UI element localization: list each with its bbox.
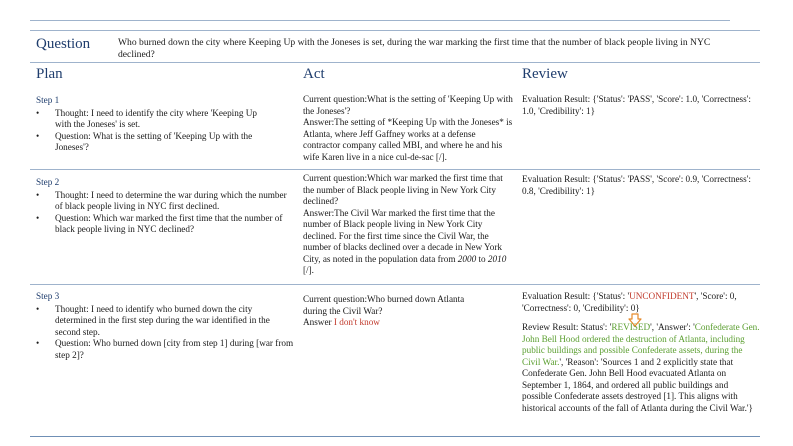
question-text: Who burned down the city where Keeping Up with the Joneses is set, during the war marking the first time that the number of black people living in NYC declined? xyxy=(118,37,711,60)
step-2-bullets xyxy=(36,190,298,236)
step-1-answer: Answer:The setting of *Keeping Up with the Joneses* is Atlanta, where Jeff Gaffney works at a defense contractor company called MBI, and where he and his wife Karen live in a nice cul-de-sac [/]. xyxy=(303,117,513,162)
step-3-question: • Question: Who burned down [city from step 1] during [war from step 2]? xyxy=(36,338,295,361)
rule-after-step-2 xyxy=(30,284,760,285)
step-3-eval-post: ', 'Score': 0, 'Correctness': 0, 'Credibility': 0} xyxy=(522,291,737,313)
step-3-rr-status: REVISED xyxy=(611,322,651,332)
step-1-thought: • Thought: I need to identify the city where 'Keeping Up with the Joneses' is set. xyxy=(36,108,265,131)
step-3-answer xyxy=(303,317,488,329)
step-2-review: Evaluation Result: {'Status': 'PASS', 'Score': 0.9, 'Correctness': 0.8, 'Credibility': 1} xyxy=(522,174,751,196)
review-header: Review xyxy=(522,66,568,82)
step-2-current-question: Current question:Which war marked the first time that the number of Black people living in New York City declined? xyxy=(303,173,503,206)
step-1-review: Evaluation Result: {'Status': 'PASS', 'Score': 1.0, 'Correctness': 1.0, 'Credibility': 1} xyxy=(522,94,751,116)
step-1-title: Step 1 xyxy=(36,95,60,105)
step-3-evaluation xyxy=(522,291,760,314)
step-3-current-question: Current question:Who burned down Atlanta during the Civil War? xyxy=(303,294,465,316)
step-1-bullets xyxy=(36,108,298,154)
question-label: Question xyxy=(36,36,91,52)
step-3-review-result xyxy=(522,322,760,414)
step-3-rr-pre: Review Result: Status': ' xyxy=(522,322,612,332)
step-3-title: Step 3 xyxy=(36,291,60,301)
step-3-thought: • Thought: I need to identify who burned down the city determined in the first step during the war identified in the second step. xyxy=(36,304,295,339)
step-2-act xyxy=(303,173,513,277)
top-rule-1 xyxy=(30,20,730,21)
step-2-year-to: 2010 xyxy=(487,253,507,264)
step-1-act xyxy=(303,94,513,163)
step-1-question: • Question: What is the setting of 'Keeping Up with the Joneses'? xyxy=(36,131,265,154)
step-2-answer xyxy=(303,208,513,277)
rule-after-question xyxy=(30,62,760,63)
step-3-rr-mid: ', 'Answer': ' xyxy=(650,322,695,332)
step-3-answer-label: Answer xyxy=(303,317,334,327)
step-2-year-from: 2000 xyxy=(457,253,477,264)
step-3-eval-pre: Evaluation Result: {'Status': ' xyxy=(522,291,630,301)
step-3-answer-value: I don't know xyxy=(333,317,380,327)
step-2-question: • Question: Which war marked the first time that the number of black people living in NYC declined? xyxy=(36,213,295,236)
step-3-rr-post: ', 'Reason': 'Sources 1 and 2 explicitly state that Confederate Gen. John Bell Hood evacuated Atlanta on September 1, 1864, and ordered all public buildings and possible Confederate assets destroyed [1]. This aligns with historical accounts of the fall of Atlanta during the Civil War.'} xyxy=(522,356,753,413)
act-header: Act xyxy=(303,66,325,82)
step-2-answer-text: Answer:The Civil War marked the first time that the number of Black people living in New York City declined. For the first time since the Civil War, the number of blacks declined over a decade in New York City, as noted in the population data from xyxy=(303,207,502,264)
step-2-ref: [/]. xyxy=(303,265,314,275)
step-3-act xyxy=(303,294,488,329)
plan-header: Plan xyxy=(36,66,63,82)
step-1-plan xyxy=(36,95,298,154)
bottom-rule xyxy=(30,436,760,437)
step-2-thought: • Thought: I need to determine the war during which the number of black people living in NYC first declined. xyxy=(36,190,295,213)
step-1-current-question: Current question:What is the setting of 'Keeping Up with the Joneses'? xyxy=(303,94,513,116)
step-3-plan xyxy=(36,291,298,361)
step-2-plan xyxy=(36,177,298,236)
step-3-rr-answer: Confederate Gen. John Bell Hood ordered the destruction of Atlanta, including public buildings and possible Confederate assets, during the Civil War. xyxy=(522,322,760,367)
top-rule-2 xyxy=(30,30,760,31)
step-3-bullets xyxy=(36,304,298,362)
step-3-review xyxy=(522,291,760,414)
step-2-to: to xyxy=(476,253,488,264)
step-2-title: Step 2 xyxy=(36,177,60,187)
down-arrow-icon xyxy=(628,313,642,327)
step-3-eval-status: UNCONFIDENT xyxy=(629,291,695,301)
rule-after-step-1 xyxy=(30,169,760,170)
